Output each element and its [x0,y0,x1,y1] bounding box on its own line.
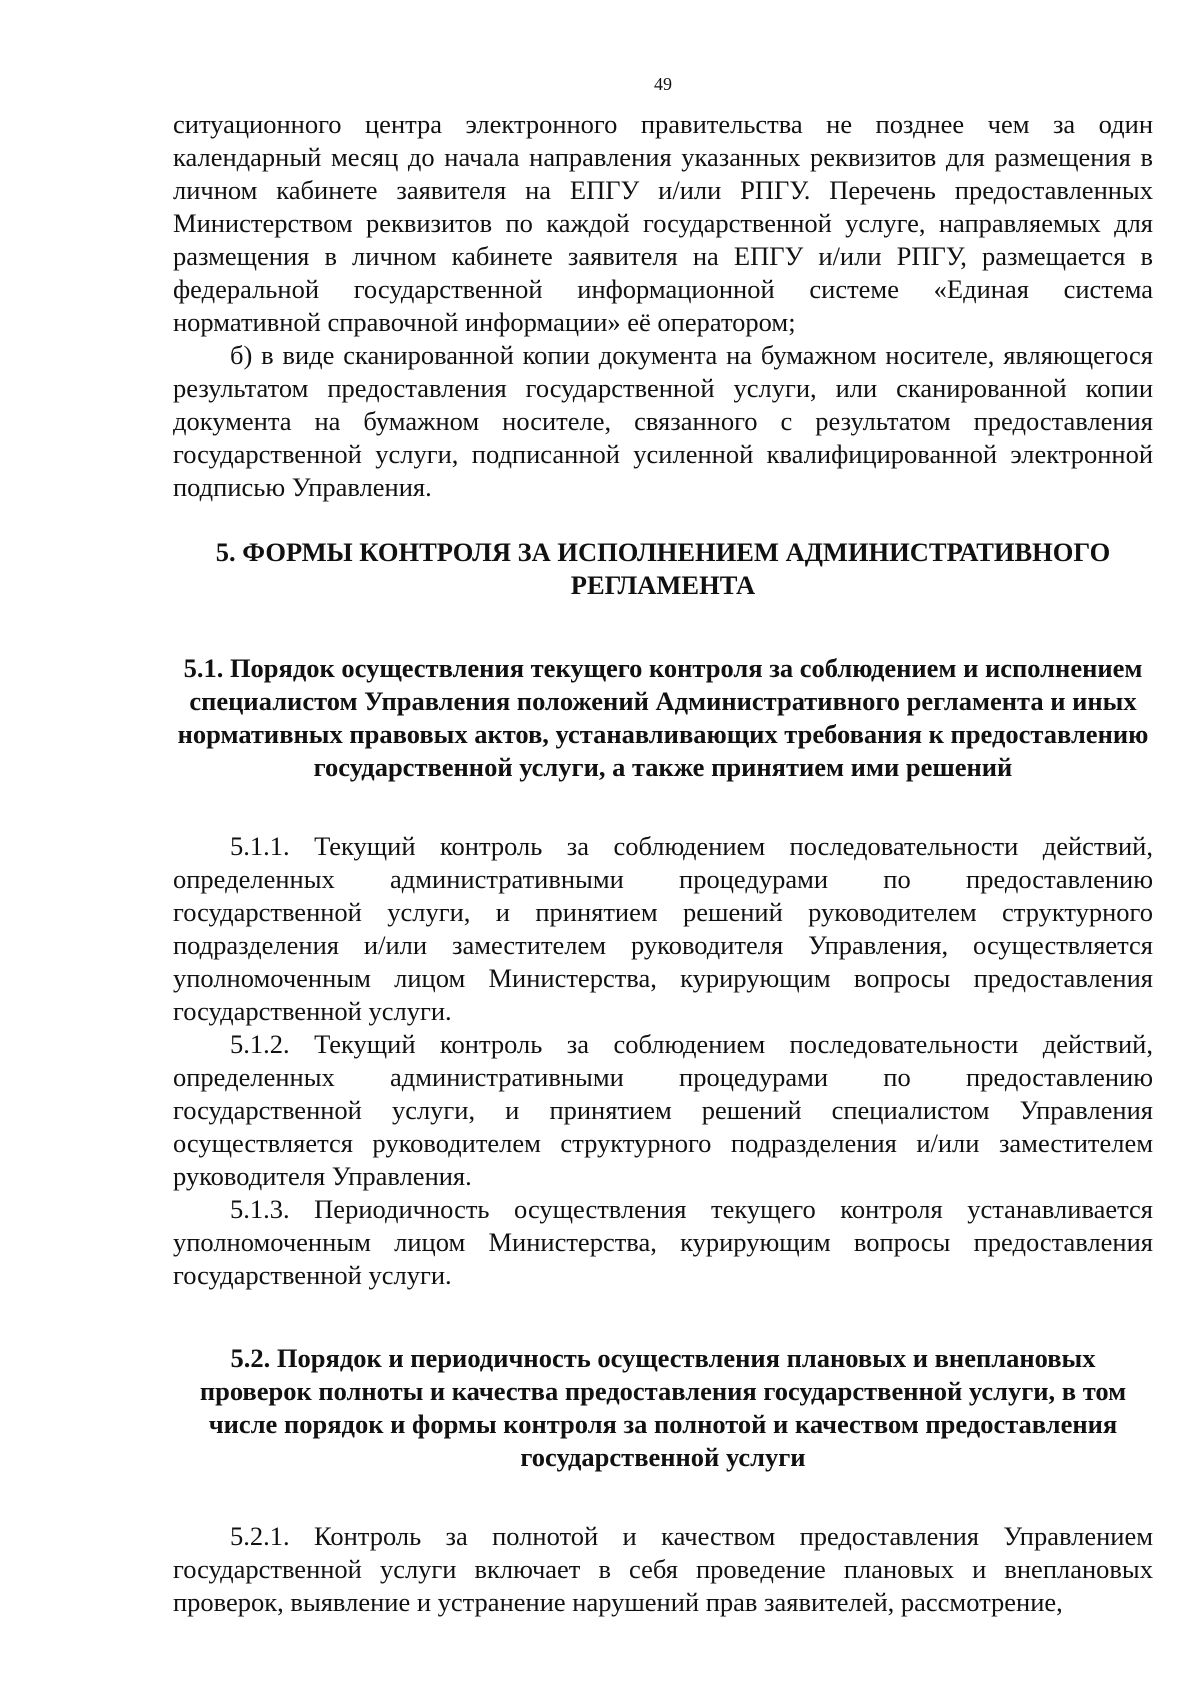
paragraph-5-1-2: 5.1.2. Текущий контроль за соблюдением последовательности действий, определенных административными процедурами по предоставлению государственной услуги, и принятием решений специалистом Управления осуществляется руководителем структурного подразделения и/или заместителем руководителя Управления. [173,1029,1153,1191]
subsection-5-1-heading: 5.1. Порядок осуществления текущего контроля за соблюдением и исполнением специалистом Управления положений Административного регламента и иных нормативных правовых актов, устанавливающих требования к предоставлению государственной услуги, а также принятием ими решений [177,653,1149,782]
paragraph-5-1-3: 5.1.3. Периодичность осуществления текущего контроля устанавливается уполномоченным лицом Министерства, курирующим вопросы предоставления государственной услуги. [173,1194,1153,1290]
subsection-5-2-heading: 5.2. Порядок и периодичность осуществления плановых и внеплановых проверок полноты и качества предоставления государственной услуги, в том числе порядок и формы контроля за полнотой и качеством предоставления государственной услуги [199,1343,1127,1472]
page-number: 49 [654,74,672,94]
paragraph-5-2-1: 5.2.1. Контроль за полнотой и качеством предоставления Управлением государственной услуги включает в себя проведение плановых и внеплановых проверок, выявление и устранение нарушений прав заявителей, рассмотрение, [173,1521,1153,1617]
document-page [173,72,1153,1619]
paragraph-5-1-1: 5.1.1. Текущий контроль за соблюдением последовательности действий, определенных административными процедурами по предоставлению государственной услуги, и принятием решений руководителем структурного подразделения и/или заместителем руководителя Управления, осуществляется уполномоченным лицом Министерства, курирующим вопросы предоставления государственной услуги. [173,831,1153,1026]
paragraph-item-b: б) в виде сканированной копии документа на бумажном носителе, являющегося результатом предоставления государственной услуги, или сканированной копии документа на бумажном носителе, связанного с результатом предоставления государственной услуги, подписанной усиленной квалифицированной электронной подписью Управления. [173,340,1153,502]
section-5-heading: 5. ФОРМЫ КОНТРОЛЯ ЗА ИСПОЛНЕНИЕМ АДМИНИСТРАТИВНОГО РЕГЛАМЕНТА [215,537,1111,600]
paragraph-continuation: ситуационного центра электронного правительства не позднее чем за один календарный месяц до начала направления указанных реквизитов для размещения в личном кабинете заявителя на ЕПГУ и/или РПГУ. Перечень предоставленных Министерством реквизитов по каждой государственной услуге, направляемых для размещения в личном кабинете заявителя на ЕПГУ и/или РПГУ, размещается в федеральной государственной информационной системе «Единая система нормативной справочной информации» её оператором; [173,109,1153,337]
